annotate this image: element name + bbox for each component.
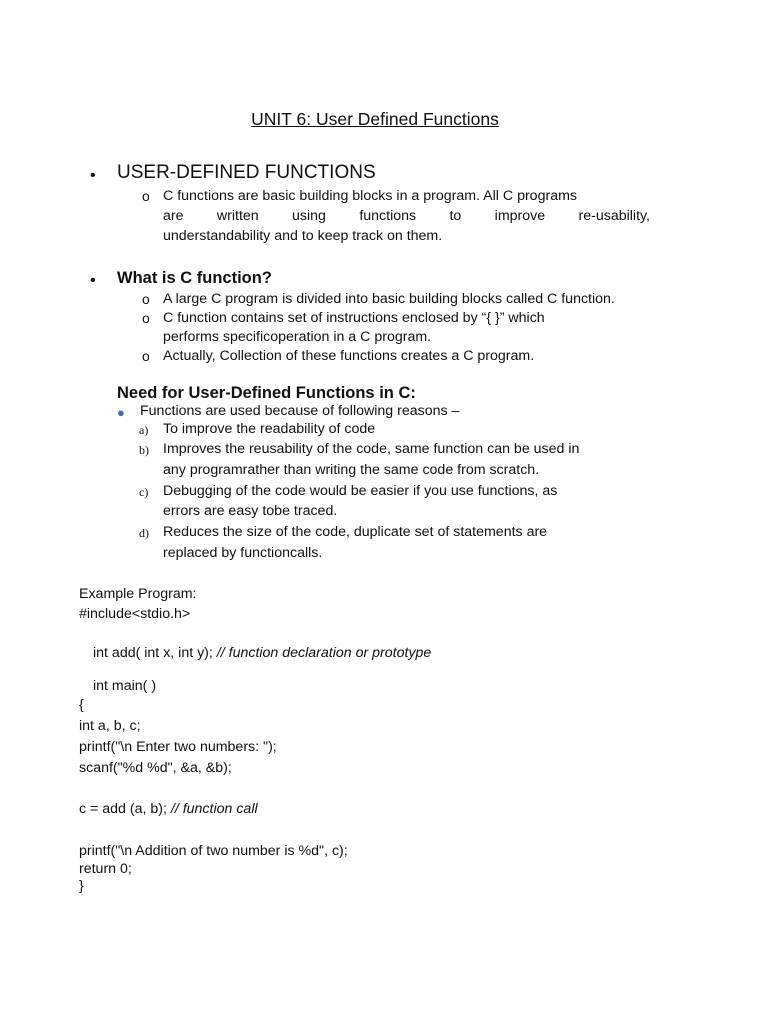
page-title: UNIT 6: User Defined Functions xyxy=(251,109,499,129)
circle-bullet: o xyxy=(142,348,150,364)
bullet-dot: ● xyxy=(117,405,125,420)
code-printf-prompt: printf("\n Enter two numbers: "); xyxy=(79,739,277,755)
list-letter: b) xyxy=(139,443,149,457)
code-text: int add( int x, int y); xyxy=(93,645,217,661)
paragraph-line: are written using functions to improve re-usability, xyxy=(163,208,650,224)
list-item-line: replaced by functioncalls. xyxy=(163,545,323,561)
list-item-line: performs specificoperation in a C program. xyxy=(163,329,432,345)
circle-bullet: o xyxy=(142,291,150,307)
list-intro: Functions are used because of following reasons – xyxy=(140,403,460,419)
list-item-line: Actually, Collection of these functions creates a C program. xyxy=(163,348,535,364)
code-include: #include<stdio.h> xyxy=(79,606,191,622)
list-item-line: any programrather than writing the same code from scratch. xyxy=(163,462,540,478)
section-heading-what-is: What is C function? xyxy=(117,269,272,287)
list-item-line: To improve the readability of code xyxy=(163,421,376,437)
code-declaration xyxy=(93,645,431,661)
code-var-decl: int a, b, c; xyxy=(79,718,141,734)
code-function-call xyxy=(79,801,258,817)
bullet-dot: • xyxy=(90,167,96,184)
code-main-signature: int main( ) xyxy=(93,678,157,694)
list-item-line: Reduces the size of the code, duplicate set of statements are xyxy=(163,524,548,540)
code-scanf: scanf("%d %d", &a, &b); xyxy=(79,760,232,776)
code-comment: // function call xyxy=(170,801,258,817)
circle-bullet: o xyxy=(142,310,150,326)
list-item-line: A large C program is divided into basic building blocks called C function. xyxy=(163,291,615,307)
code-close-brace: } xyxy=(79,878,84,894)
code-printf-result: printf("\n Addition of two number is %d", c); xyxy=(79,843,348,859)
list-letter: a) xyxy=(139,423,149,437)
list-letter: d) xyxy=(139,526,149,540)
list-letter: c) xyxy=(139,485,149,499)
list-item-line: Improves the reusability of the code, same function can be used in xyxy=(163,441,580,457)
example-label: Example Program: xyxy=(79,586,197,602)
section-heading-user-defined: USER-DEFINED FUNCTIONS xyxy=(117,162,376,183)
list-item-line: Debugging of the code would be easier if you use functions, as xyxy=(163,483,558,499)
paragraph-line: understandability and to keep track on them. xyxy=(163,228,443,244)
section-heading-need-for: Need for User-Defined Functions in C: xyxy=(117,384,416,402)
list-item-line: C function contains set of instructions enclosed by “{ }” which xyxy=(163,310,545,326)
list-item-line: errors are easy tobe traced. xyxy=(163,503,338,519)
code-text: c = add (a, b); xyxy=(79,801,171,817)
paragraph-line: C functions are basic building blocks in a program. All C programs xyxy=(163,188,577,204)
code-open-brace: { xyxy=(79,697,84,713)
bullet-dot: • xyxy=(90,272,96,289)
code-comment: // function declaration or prototype xyxy=(216,645,432,661)
code-return: return 0; xyxy=(79,861,132,877)
circle-bullet: o xyxy=(142,188,150,204)
